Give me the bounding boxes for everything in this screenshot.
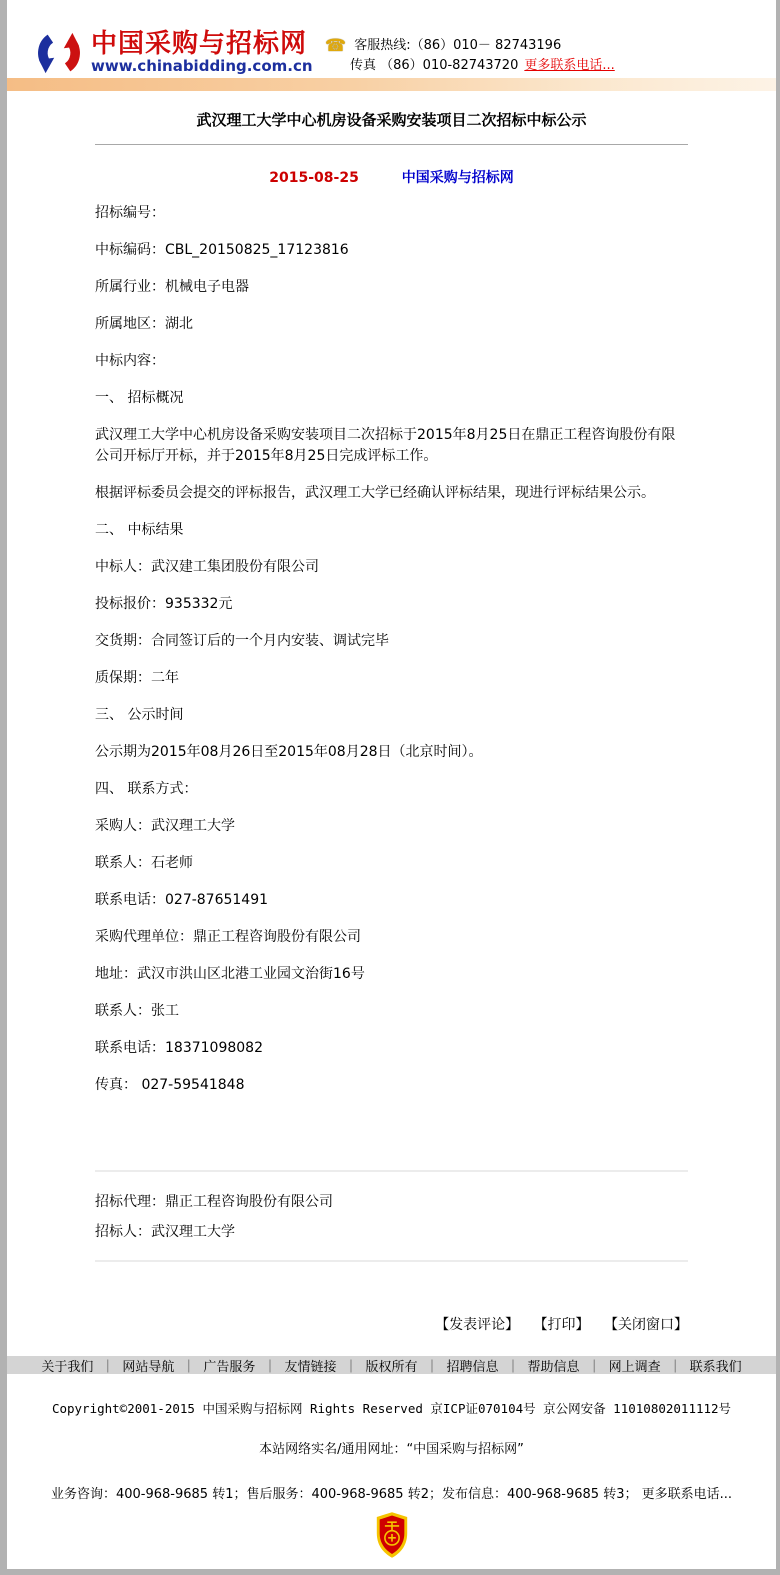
close-window-button[interactable]: 【关闭窗口】 xyxy=(604,1317,688,1333)
agent-line: 招标代理：鼎正工程咨询股份有限公司 xyxy=(95,1194,333,1210)
print-button[interactable]: 【打印】 xyxy=(533,1317,590,1333)
more-contacts-link[interactable]: 更多联系电话... xyxy=(524,58,615,73)
footer-link-sitemap[interactable]: 网站导航 xyxy=(122,1359,175,1375)
site-name: 中国采购与招标网 xyxy=(91,29,308,59)
title-divider xyxy=(95,144,688,145)
article-line: 所属行业：机械电子电器 xyxy=(95,279,249,295)
article-line: 中标人：武汉建工集团股份有限公司 xyxy=(95,559,319,575)
article-line: 中标内容： xyxy=(95,353,165,369)
badge-container xyxy=(7,1511,776,1569)
signature-block xyxy=(95,1192,688,1242)
article-line: 中标编码：CBL_20150825_17123816 xyxy=(95,242,349,258)
footer-separator: ｜ xyxy=(344,1359,358,1375)
article-line: 所属地区：湖北 xyxy=(95,316,193,332)
article-section-heading: 三、 公示时间 xyxy=(95,707,184,723)
footer-separator: ｜ xyxy=(587,1359,601,1375)
footer-separator: ｜ xyxy=(263,1359,277,1375)
footer-link-help[interactable]: 帮助信息 xyxy=(527,1359,580,1375)
footer-link-survey[interactable]: 网上调查 xyxy=(608,1359,661,1375)
site-header xyxy=(7,0,776,78)
article-line: 传真： 027-59541848 xyxy=(95,1077,245,1093)
tenderee-line: 招标人：武汉理工大学 xyxy=(95,1224,235,1240)
footer-link-friends[interactable]: 友情链接 xyxy=(284,1359,337,1375)
spacer xyxy=(95,1112,688,1170)
hotline-row xyxy=(325,36,615,56)
article-section-heading: 一、 招标概况 xyxy=(95,390,184,406)
article-line: 招标编号： xyxy=(95,205,165,221)
signature-top-divider xyxy=(95,1170,688,1172)
article-line: 联系电话：18371098082 xyxy=(95,1040,263,1056)
article-content xyxy=(7,91,776,1356)
footer-separator: ｜ xyxy=(425,1359,439,1375)
site-url[interactable]: www.chinabidding.com.cn xyxy=(91,57,313,75)
signature-bottom-divider xyxy=(95,1260,688,1262)
post-comment-button[interactable]: 【发表评论】 xyxy=(435,1317,520,1333)
article-line: 联系人：张工 xyxy=(95,1003,179,1019)
footer-link-about[interactable]: 关于我们 xyxy=(41,1359,94,1375)
article-body xyxy=(95,203,688,1096)
header-contact-block xyxy=(325,36,615,76)
orange-divider-bar xyxy=(7,78,776,91)
cycle-arrows-icon xyxy=(35,30,83,76)
hotline-text: 客服热线:（86）010－ 82743196 xyxy=(354,38,562,53)
footer-nav-bar xyxy=(7,1356,776,1374)
footer-link-copyright[interactable]: 版权所有 xyxy=(365,1359,418,1375)
article-section-heading: 二、 中标结果 xyxy=(95,522,184,538)
industry-commerce-shield-badge-icon[interactable] xyxy=(373,1511,411,1559)
article-line: 采购人：武汉理工大学 xyxy=(95,818,235,834)
article-line: 公示期为2015年08月26日至2015年08月28日（北京时间）。 xyxy=(95,744,483,760)
article-line: 投标报价：935332元 xyxy=(95,596,233,612)
footer-link-ads[interactable]: 广告服务 xyxy=(203,1359,256,1375)
footer-separator: ｜ xyxy=(668,1359,682,1375)
article-line: 地址：武汉市洪山区北港工业园文治街16号 xyxy=(95,966,365,982)
site-logo[interactable] xyxy=(35,30,313,76)
fax-text: 传真 （86）010-82743720 xyxy=(350,58,519,73)
fax-row xyxy=(325,56,615,76)
article-line: 联系人：石老师 xyxy=(95,855,193,871)
realname-line: 本站网络实名/通用网址：“中国采购与招标网” xyxy=(259,1442,524,1457)
page-container xyxy=(7,0,776,1569)
footer-separator: ｜ xyxy=(182,1359,196,1375)
service-phones-line: 业务咨询：400-968-9685 转1；售后服务：400-968-9685 转2；发布信息：400-968-9685 转3； 更多联系电话... xyxy=(50,1487,732,1502)
source-site-link[interactable]: 中国采购与招标网 xyxy=(401,170,514,186)
article-paragraph: 根据评标委员会提交的评标报告，武汉理工大学已经确认评标结果，现进行评标结果公示。 xyxy=(95,485,655,501)
telephone-icon: ☎ xyxy=(325,36,347,56)
article-actions xyxy=(95,1314,688,1334)
article-meta xyxy=(95,167,688,187)
logo-text xyxy=(91,31,313,75)
article-title: 武汉理工大学中心机房设备采购安装项目二次招标中标公示 xyxy=(196,111,587,129)
footer-separator: ｜ xyxy=(101,1359,115,1375)
footer-link-contact[interactable]: 联系我们 xyxy=(689,1359,742,1375)
article-section-heading: 四、 联系方式： xyxy=(95,781,198,797)
footer-link-jobs[interactable]: 招聘信息 xyxy=(446,1359,499,1375)
publish-date: 2015-08-25 xyxy=(269,170,359,186)
article-paragraph: 武汉理工大学中心机房设备采购安装项目二次招标于2015年8月25日在鼎正工程咨询股份有限公司开标厅开标，并于2015年8月25日完成评标工作。 xyxy=(95,427,676,464)
article-line: 质保期：二年 xyxy=(95,670,179,686)
article-line: 联系电话：027-87651491 xyxy=(95,892,269,908)
copyright-line: Copyright©2001-2015 中国采购与招标网 Rights Reserved 京ICP证070104号 京公网安备 11010802011112号 xyxy=(51,1401,732,1416)
footer-separator: ｜ xyxy=(506,1359,520,1375)
article-line: 交货期：合同签订后的一个月内安装、调试完毕 xyxy=(95,633,389,649)
article-line: 采购代理单位：鼎正工程咨询股份有限公司 xyxy=(95,929,361,945)
